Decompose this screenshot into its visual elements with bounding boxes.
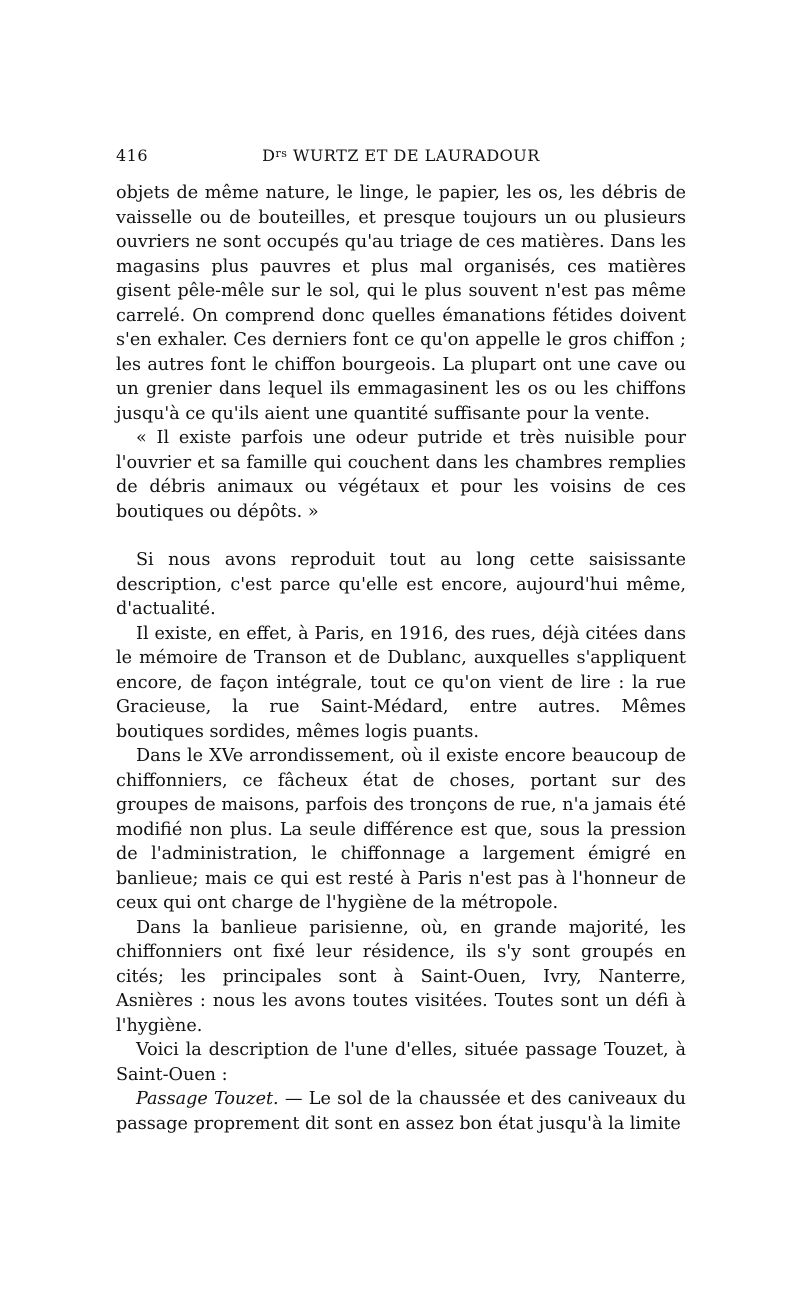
page-number: 416 bbox=[116, 146, 149, 165]
paragraph-8 bbox=[116, 1087, 686, 1136]
paragraph-4: Il existe, en effet, à Paris, en 1916, des rues, déjà citées dans le mémoire de Transon et de Dublanc, auxquelles s'appliquent encore, de façon intégrale, tout ce qu'on vient de lire : la rue Gracieuse, la rue Saint-Médard, entre autres. Mêmes boutiques sordides, mêmes logis puants. bbox=[116, 623, 686, 742]
body-text bbox=[116, 181, 686, 1136]
paragraph-7: Voici la description de l'une d'elles, située passage Touzet, à Saint-Ouen : bbox=[116, 1040, 686, 1085]
paragraph-3: Si nous avons reproduit tout au long cette saisissante description, c'est parce qu'elle est encore, aujourd'hui même, d'actualité. bbox=[116, 550, 686, 619]
running-head bbox=[116, 146, 686, 165]
passage-text: — Le sol de la chaussée et des caniveaux du passage proprement dit sont en assez bon état jusqu'à la limite bbox=[116, 1089, 686, 1134]
page-header bbox=[116, 146, 686, 168]
passage-heading: Passage Touzet. bbox=[136, 1089, 279, 1109]
paragraph-6: Dans la banlieue parisienne, où, en grande majorité, les chiffonniers ont fixé leur résidence, ils s'y sont groupés en cités; les principales sont à Saint-Ouen, Ivry, Nanterre, Asnières : nous les avons toutes visitées. Toutes sont un défi à l'hygiène. bbox=[116, 917, 686, 1036]
paragraph-2-quote: « Il existe parfois une odeur putride et très nuisible pour l'ouvrier et sa famille qui couchent dans les chambres remplies de débris animaux ou végétaux et pour les voisins de ces boutiques ou dépôts. » bbox=[116, 428, 686, 522]
author-names: WURTZ ET DE LAURADOUR bbox=[287, 146, 540, 165]
author-superscript: rs bbox=[275, 147, 288, 160]
paragraph-5: Dans le XVe arrondissement, où il existe encore beaucoup de chiffonniers, ce fâcheux état de choses, portant sur des groupes de maisons, parfois des tronçons de rue, n'a jamais été modifié non plus. La seule différence est que, sous la pression de l'administration, le chiffonnage a largement émigré en banlieue; mais ce qui est resté à Paris n'est pas à l'honneur de ceux qui ont charge de l'hygiène de la métropole. bbox=[116, 746, 686, 913]
section-gap bbox=[116, 524, 686, 548]
paragraph-1: objets de même nature, le linge, le papier, les os, les débris de vaisselle ou de bouteilles, et presque toujours un ou plusieurs ouvriers ne sont occupés qu'au triage de ces matières. Dans les magasins plus pauvres et plus mal organisés, ces matières gisent pêle-mêle sur le sol, qui le plus souvent n'est pas même carrelé. On comprend donc quelles émanations fétides doivent s'en exhaler. Ces derniers font ce qu'on appelle le gros chiffon ; les autres font le chiffon bourgeois. La plupart ont une cave ou un grenier dans lequel ils emmagasinent les os ou les chiffons jusqu'à ce qu'ils aient une quantité suffisante pour la vente. bbox=[116, 183, 686, 424]
author-prefix: D bbox=[262, 146, 276, 165]
